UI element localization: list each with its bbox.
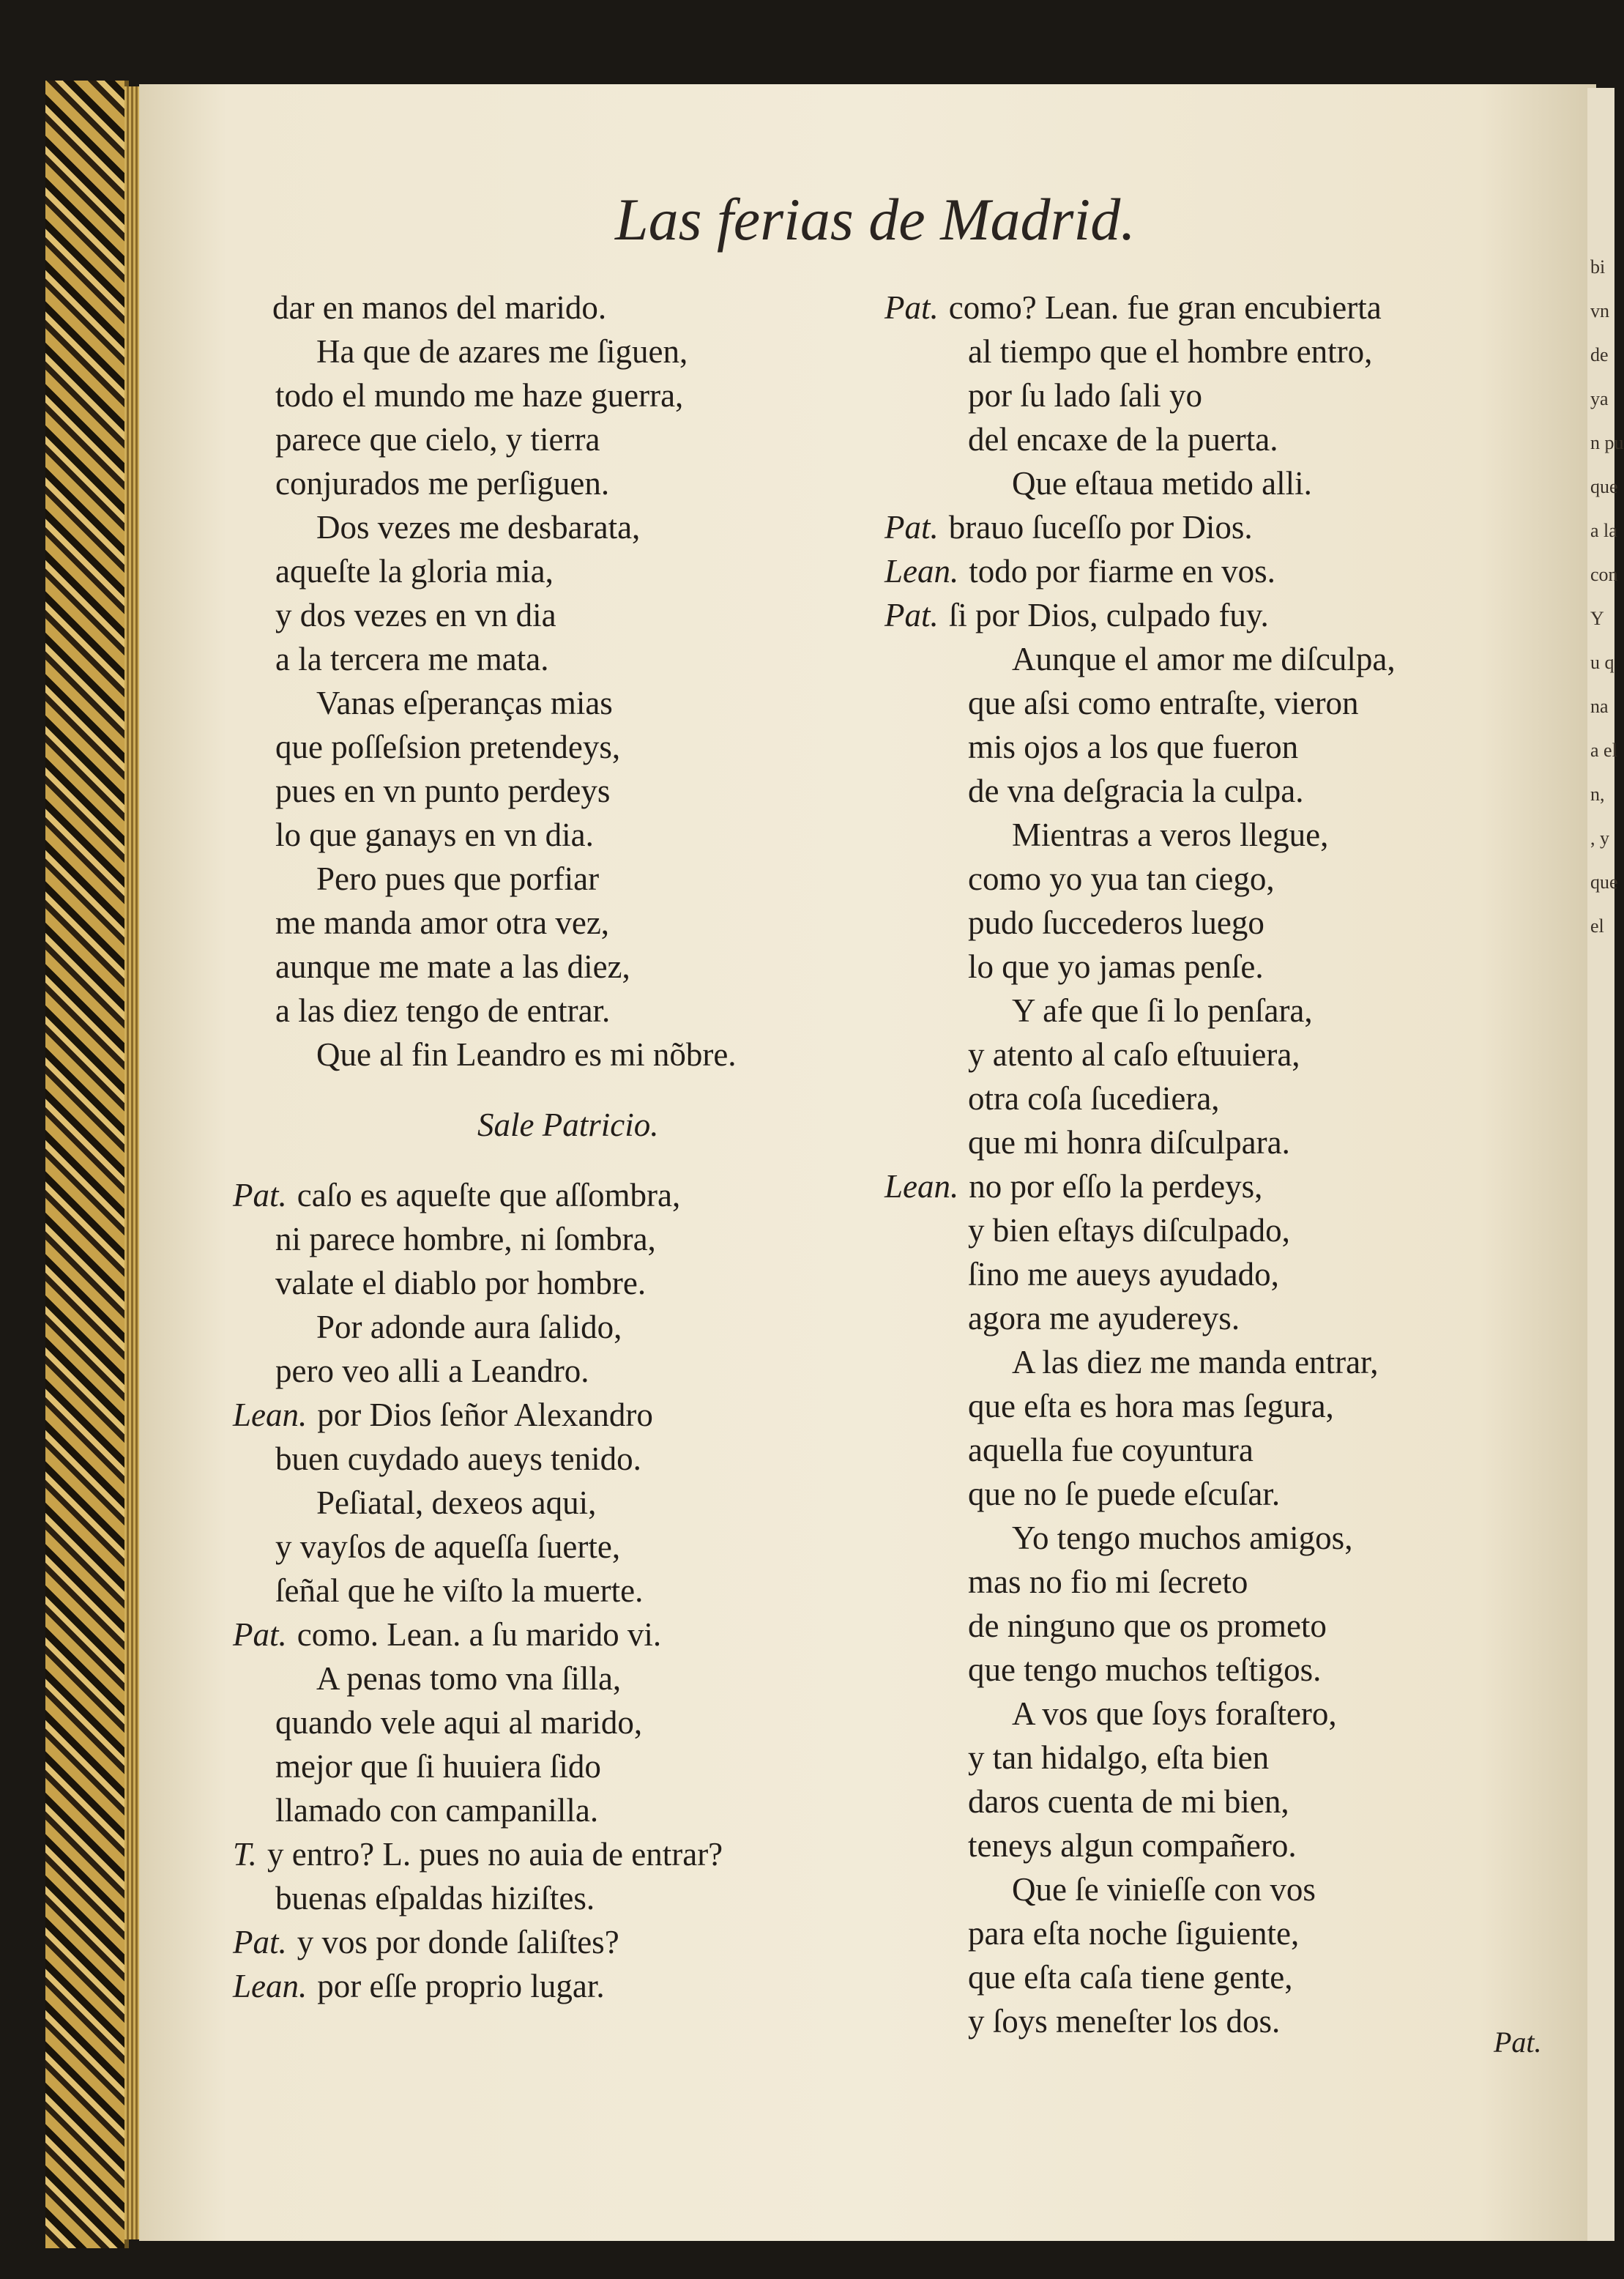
verse-text: conjurados me perſiguen. xyxy=(275,465,610,502)
facing-page-text-fragment: a la xyxy=(1590,520,1617,541)
verse-text: me manda amor otra vez, xyxy=(275,904,610,941)
left-line xyxy=(275,901,609,945)
left-line xyxy=(233,1173,680,1217)
right-line xyxy=(968,1823,1297,1867)
right-line xyxy=(968,1428,1254,1472)
verse-text: pues en vn punto perdeys xyxy=(275,773,611,809)
left-line xyxy=(233,1964,605,2008)
speaker-label: Lean. xyxy=(233,1397,308,1433)
right-line xyxy=(968,1296,1240,1340)
right-line xyxy=(968,901,1264,945)
verse-text: y atento al caſo eſtuuiera, xyxy=(968,1036,1300,1073)
right-line xyxy=(968,945,1264,989)
speaker-label: Lean. xyxy=(233,1968,308,2004)
right-line xyxy=(968,1999,1280,2043)
verse-text: que aſsi como entraſte, vieron xyxy=(968,685,1359,721)
facing-page-text-fragment: el xyxy=(1590,915,1604,937)
verse-text: daros cuenta de mi bien, xyxy=(968,1783,1289,1820)
right-line xyxy=(1012,461,1312,505)
left-line xyxy=(275,373,683,417)
left-line xyxy=(233,1613,661,1657)
speaker-label: Lean. xyxy=(884,1168,959,1205)
left-line xyxy=(275,989,610,1033)
verse-text: Pero pues que porfiar xyxy=(316,860,600,897)
left-line xyxy=(316,1657,621,1700)
right-line xyxy=(968,1648,1321,1692)
verse-text: del encaxe de la puerta. xyxy=(968,421,1278,458)
left-line xyxy=(316,505,640,549)
speaker-label: Pat. xyxy=(884,509,939,546)
right-line xyxy=(1012,637,1396,681)
verse-text: Yo tengo muchos amigos, xyxy=(1012,1520,1353,1556)
left-line xyxy=(477,1103,658,1147)
verse-text: como? Lean. fue gran encubierta xyxy=(948,289,1382,326)
verse-text: como. Lean. a ſu marido vi. xyxy=(297,1616,662,1653)
verse-text: brauo ſuceſſo por Dios. xyxy=(948,509,1253,546)
left-line xyxy=(272,286,606,330)
right-line xyxy=(968,1604,1327,1648)
verse-text: mas no fio mi ſecreto xyxy=(968,1564,1248,1600)
right-line xyxy=(968,1911,1299,1955)
verse-text: A penas tomo vna ſilla, xyxy=(316,1660,622,1697)
verse-text: buenas eſpaldas hiziſtes. xyxy=(275,1880,595,1916)
verse-text: Ha que de azares me ſiguen, xyxy=(316,333,688,370)
right-line xyxy=(968,1208,1290,1252)
verse-text: caſo es aqueſte que aſſombra, xyxy=(297,1177,681,1213)
right-line xyxy=(968,1472,1280,1516)
verse-text: teneys algun compañero. xyxy=(968,1827,1297,1864)
facing-page-text-fragment: ya xyxy=(1590,388,1609,409)
right-line xyxy=(968,725,1298,769)
verse-text: pudo ſuccederos luego xyxy=(968,904,1264,941)
verse-text: por ſu lado ſali yo xyxy=(968,377,1202,414)
left-line xyxy=(233,1832,723,1876)
left-line xyxy=(316,681,613,725)
left-line xyxy=(275,1349,589,1393)
right-line xyxy=(884,286,1382,330)
verse-text: buen cuydado aueys tenido. xyxy=(275,1440,641,1477)
verse-text: de ninguno que os prometo xyxy=(968,1607,1327,1644)
left-line xyxy=(316,1481,596,1525)
left-line xyxy=(275,1744,601,1788)
left-line xyxy=(316,1305,622,1349)
left-line xyxy=(275,945,630,989)
verse-text: ſino me aueys ayudado, xyxy=(968,1256,1279,1293)
speaker-label: T. xyxy=(233,1836,257,1873)
verse-text: aquella fue coyuntura xyxy=(968,1432,1254,1468)
right-line xyxy=(1012,1692,1337,1736)
right-line xyxy=(968,857,1275,901)
right-line xyxy=(968,1120,1290,1164)
right-line xyxy=(1012,1867,1316,1911)
right-line xyxy=(968,1033,1300,1077)
left-line xyxy=(275,1437,641,1481)
right-line xyxy=(968,1560,1248,1604)
right-line xyxy=(968,681,1359,725)
right-line xyxy=(968,1384,1334,1428)
verse-text: como yo yua tan ciego, xyxy=(968,860,1275,897)
right-line xyxy=(884,1164,1262,1208)
left-line xyxy=(316,1033,737,1077)
left-line xyxy=(316,857,599,901)
verse-text: que eſta caſa tiene gente, xyxy=(968,1959,1293,1996)
facing-page-text-fragment: vn xyxy=(1590,300,1609,321)
verse-text: y ſoys meneſter los dos. xyxy=(968,2003,1281,2040)
verse-text: no por eſſo la perdeys, xyxy=(969,1168,1263,1205)
facing-page-text-fragment: a el xyxy=(1590,740,1617,761)
right-line xyxy=(968,769,1304,813)
verse-text: y bien eſtays diſculpado, xyxy=(968,1212,1290,1249)
verse-text: otra coſa ſucediera, xyxy=(968,1080,1220,1117)
verse-text: A vos que ſoys foraſtero, xyxy=(1012,1695,1337,1732)
verse-text: ni parece hombre, ni ſombra, xyxy=(275,1221,656,1257)
verse-text: a la tercera me mata. xyxy=(275,641,549,677)
left-line xyxy=(275,637,549,681)
right-line xyxy=(968,373,1202,417)
left-line xyxy=(275,549,554,593)
facing-page-text-fragment: bi xyxy=(1590,256,1606,278)
verse-text: todo por fiarme en vos. xyxy=(969,553,1275,590)
left-line xyxy=(275,1788,598,1832)
verse-text: agora me ayudereys. xyxy=(968,1300,1240,1336)
verse-text: aqueſte la gloria mia, xyxy=(275,553,554,590)
verse-text: Que ſe vinieſſe con vos xyxy=(1012,1871,1316,1908)
facing-page-text-fragment: , y xyxy=(1590,828,1609,849)
verse-text: llamado con campanilla. xyxy=(275,1792,599,1829)
verse-text: y vos por donde ſaliſtes? xyxy=(297,1924,619,1960)
verse-text: y vayſos de aqueſſa ſuerte, xyxy=(275,1528,621,1565)
verse-text: que poſſeſsion pretendeys, xyxy=(275,729,621,765)
verse-text: por Dios ſeñor Alexandro xyxy=(317,1397,653,1433)
facing-page-text-fragment: na xyxy=(1590,696,1609,717)
verse-text: dar en manos del marido. xyxy=(272,289,607,326)
verse-text: lo que ganays en vn dia. xyxy=(275,817,594,853)
facing-page-text-fragment: que xyxy=(1590,871,1618,893)
speaker-label: Pat. xyxy=(233,1177,287,1213)
facing-page-fragment xyxy=(1587,88,1624,2241)
speaker-label: Pat. xyxy=(884,289,939,326)
facing-page-text-fragment: que xyxy=(1590,476,1618,497)
verse-text: y dos vezes en vn dia xyxy=(275,597,556,633)
left-line xyxy=(275,813,594,857)
right-line xyxy=(968,417,1278,461)
verse-text: A las diez me manda entrar, xyxy=(1012,1344,1379,1380)
right-line xyxy=(968,1077,1220,1120)
speaker-label: Pat. xyxy=(233,1924,287,1960)
right-line xyxy=(968,330,1372,373)
left-line xyxy=(275,725,620,769)
right-line xyxy=(1012,989,1313,1033)
facing-page-text-fragment: n pu xyxy=(1590,432,1624,453)
verse-text: que mi honra diſculpara. xyxy=(968,1124,1290,1161)
right-line xyxy=(1012,1516,1352,1560)
left-line xyxy=(316,330,688,373)
speaker-label: Lean. xyxy=(884,553,959,590)
right-line xyxy=(884,593,1269,637)
verse-text: Mientras a veros llegue, xyxy=(1012,817,1329,853)
right-line xyxy=(884,549,1275,593)
verse-text: Por adonde aura ſalido, xyxy=(316,1309,622,1345)
left-line xyxy=(275,1876,595,1920)
verse-text: Peſiatal, dexeos aqui, xyxy=(316,1484,597,1521)
verse-text: de vna deſgracia la culpa. xyxy=(968,773,1304,809)
verse-text: por eſſe proprio lugar. xyxy=(317,1968,605,2004)
left-line xyxy=(275,1525,620,1569)
facing-page-text-fragment: con xyxy=(1590,564,1618,585)
verse-text: que no ſe puede eſcuſar. xyxy=(968,1476,1281,1512)
running-head: Las ferias de Madrid. xyxy=(615,186,1136,253)
verse-text: al tiempo que el hombre entro, xyxy=(968,333,1373,370)
right-line xyxy=(1012,1340,1379,1384)
verse-text: aunque me mate a las diez, xyxy=(275,948,630,985)
left-line xyxy=(275,1569,643,1613)
right-line xyxy=(968,1780,1289,1823)
left-line xyxy=(275,417,600,461)
left-line xyxy=(233,1393,653,1437)
verse-text: ſeñal que he viſto la muerte. xyxy=(275,1572,644,1609)
verse-text: Dos vezes me desbarata, xyxy=(316,509,641,546)
verse-text: a las diez tengo de entrar. xyxy=(275,992,611,1029)
verse-text: que tengo muchos teſtigos. xyxy=(968,1651,1322,1688)
verse-text: lo que yo jamas penſe. xyxy=(968,948,1264,985)
verse-text: que eſta es hora mas ſegura, xyxy=(968,1388,1334,1424)
right-line xyxy=(968,1252,1279,1296)
verse-text: Que al fin Leandro es mi nõbre. xyxy=(316,1036,737,1073)
verse-text: quando vele aqui al marido, xyxy=(275,1704,643,1741)
left-line xyxy=(275,769,610,813)
verse-text: y tan hidalgo, eſta bien xyxy=(968,1739,1270,1776)
left-line xyxy=(233,1920,619,1964)
verse-text: Que eſtaua metido alli. xyxy=(1012,465,1312,502)
verse-text: Y afe que ſi lo penſara, xyxy=(1012,992,1313,1029)
speaker-label: Pat. xyxy=(233,1616,287,1653)
verse-text: para eſta noche ſiguiente, xyxy=(968,1915,1300,1952)
verse-text: todo el mundo me haze guerra, xyxy=(275,377,684,414)
speaker-label: Pat. xyxy=(884,597,939,633)
catchword: Pat. xyxy=(1494,2026,1542,2059)
stage-direction: Sale Patricio. xyxy=(477,1107,659,1143)
right-line xyxy=(1012,813,1328,857)
verse-text: Aunque el amor me diſculpa, xyxy=(1012,641,1396,677)
verse-text: mejor que ſi huuiera ſido xyxy=(275,1748,601,1785)
verse-text: parece que cielo, y tierra xyxy=(275,421,600,458)
left-line xyxy=(275,1261,646,1305)
decorative-binding-edge xyxy=(45,81,129,2248)
left-line xyxy=(275,1217,656,1261)
verse-text: pero veo alli a Leandro. xyxy=(275,1353,589,1389)
facing-page-text-fragment: u q xyxy=(1590,652,1614,673)
verse-text: Vanas eſperanças mias xyxy=(316,685,613,721)
left-line xyxy=(275,593,556,637)
verse-text: mis ojos a los que fueron xyxy=(968,729,1299,765)
right-line xyxy=(968,1736,1269,1780)
left-line xyxy=(275,1700,642,1744)
verse-text: valate el diablo por hombre. xyxy=(275,1265,647,1301)
verse-text: y entro? L. pues no auia de entrar? xyxy=(267,1836,723,1873)
facing-page-text-fragment: n, xyxy=(1590,784,1605,805)
verse-text: ſi por Dios, culpado fuy. xyxy=(948,597,1269,633)
facing-page-text-fragment: Y xyxy=(1590,608,1604,629)
left-line xyxy=(275,461,609,505)
facing-page-text-fragment: de xyxy=(1590,344,1609,365)
right-line xyxy=(884,505,1253,549)
right-line xyxy=(968,1955,1293,1999)
